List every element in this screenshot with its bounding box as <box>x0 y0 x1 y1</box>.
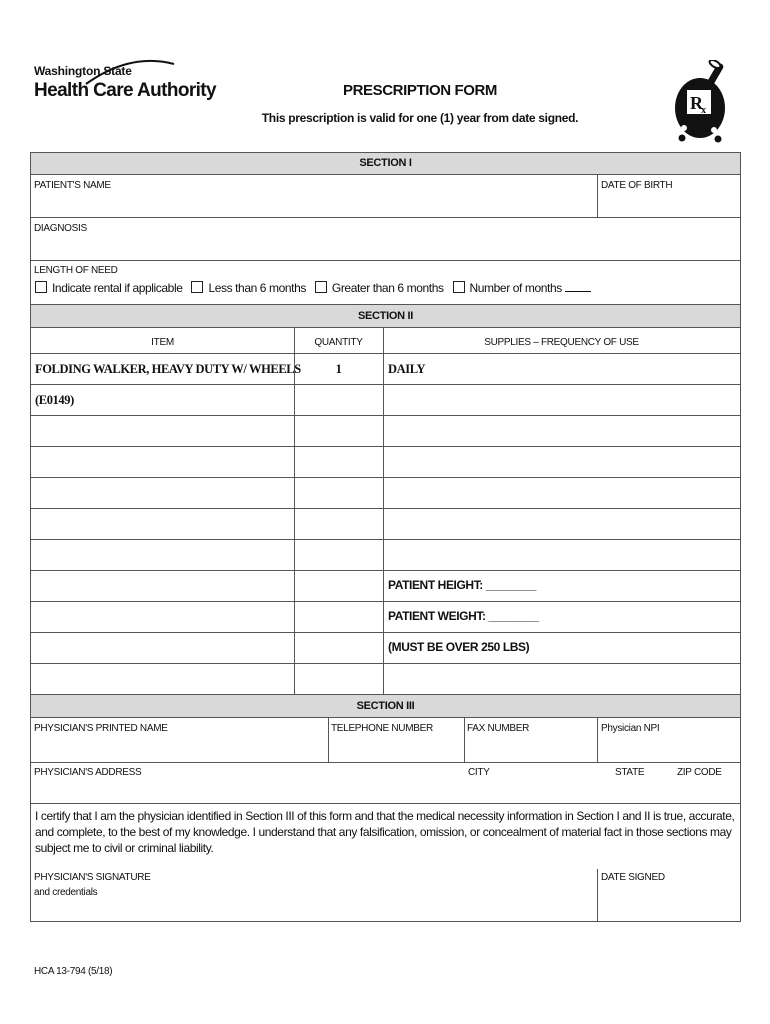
physician-npi-field[interactable] <box>598 718 740 762</box>
patient-name-field[interactable] <box>31 175 597 217</box>
signature-field[interactable] <box>31 869 596 921</box>
mortar-and-pestle-rx-icon <box>670 60 732 146</box>
svg-text:R: R <box>690 93 703 113</box>
section-2-heading: SECTION II <box>31 304 740 328</box>
fax-label: FAX NUMBER <box>467 723 530 734</box>
form-title: PRESCRIPTION FORM <box>342 82 498 99</box>
length-of-need-label: LENGTH OF NEED <box>34 265 118 276</box>
greater-than-6-months-label: Greater than 6 months <box>331 281 444 295</box>
number-of-months-label: Number of months <box>469 281 562 295</box>
rental-checkbox[interactable] <box>35 281 47 293</box>
telephone-field[interactable] <box>329 718 463 762</box>
fax-field[interactable] <box>465 718 596 762</box>
date-of-birth-label: DATE OF BIRTH <box>601 180 673 191</box>
zip-code-label: ZIP CODE <box>677 767 722 778</box>
city-label: CITY <box>468 767 490 778</box>
quantity-entry[interactable]: 1 <box>335 362 342 376</box>
physician-name-field[interactable] <box>31 718 327 762</box>
date-signed-field[interactable] <box>598 869 740 921</box>
item-column-header: ITEM <box>151 337 174 348</box>
physician-address-field[interactable] <box>31 763 740 803</box>
patient-name-label: PATIENT'S NAME <box>34 180 111 191</box>
svg-text:x: x <box>701 105 706 116</box>
number-of-months-blank[interactable] <box>565 282 591 292</box>
form-code: HCA 13-794 (5/18) <box>34 966 113 977</box>
rental-option-label: Indicate rental if applicable <box>52 281 183 295</box>
patient-height-note: PATIENT HEIGHT: ________ <box>388 578 537 592</box>
logo-agency-text: Health Care Authority <box>34 80 217 101</box>
date-of-birth-field[interactable] <box>598 175 741 217</box>
greater-than-6-months-checkbox[interactable] <box>315 281 327 293</box>
patient-weight-note: PATIENT WEIGHT: ________ <box>388 609 539 623</box>
certification-statement: I certify that I am the physician identified in Section III of this form and that the medical necessity information in Section I and II is true, accurate, and complete, to the best of my knowledge. I understand that any falsification, omission, or concealment of material fact in those sections may subject me to civil or criminal liability. <box>35 809 735 855</box>
credentials-label: and credentials <box>34 887 98 898</box>
form-subtitle: This prescription is valid for one (1) year from date signed. <box>261 111 579 125</box>
physician-name-label: PHYSICIAN'S PRINTED NAME <box>34 723 168 734</box>
logo-state-text: Washington State <box>34 64 132 78</box>
prescription-form <box>30 152 741 922</box>
length-of-need-options <box>35 281 591 295</box>
item-entry-line-1[interactable]: FOLDING WALKER, HEAVY DUTY W/ WHEELS <box>35 362 301 376</box>
diagnosis-label: DIAGNOSIS <box>34 223 87 234</box>
less-than-6-months-label: Less than 6 months <box>208 281 306 295</box>
quantity-column-header: QUANTITY <box>314 337 363 348</box>
signature-label: PHYSICIAN'S SIGNATURE <box>34 872 151 883</box>
number-of-months-checkbox[interactable] <box>453 281 465 293</box>
section-3-heading: SECTION III <box>31 694 740 718</box>
state-label: STATE <box>615 767 645 778</box>
physician-address-label: PHYSICIAN'S ADDRESS <box>34 767 142 778</box>
less-than-6-months-checkbox[interactable] <box>191 281 203 293</box>
section-1-heading: SECTION I <box>31 153 740 175</box>
physician-npi-label: Physician NPI <box>601 723 660 734</box>
supplies-column-header: SUPPLIES – FREQUENCY OF USE <box>484 337 639 348</box>
telephone-label: TELEPHONE NUMBER <box>331 723 433 734</box>
diagnosis-field[interactable] <box>31 218 740 260</box>
item-entry-line-2[interactable]: (E0149) <box>35 393 74 407</box>
date-signed-label: DATE SIGNED <box>601 872 665 883</box>
weight-requirement-note: (MUST BE OVER 250 LBS) <box>388 640 530 654</box>
frequency-entry[interactable]: DAILY <box>388 362 426 376</box>
